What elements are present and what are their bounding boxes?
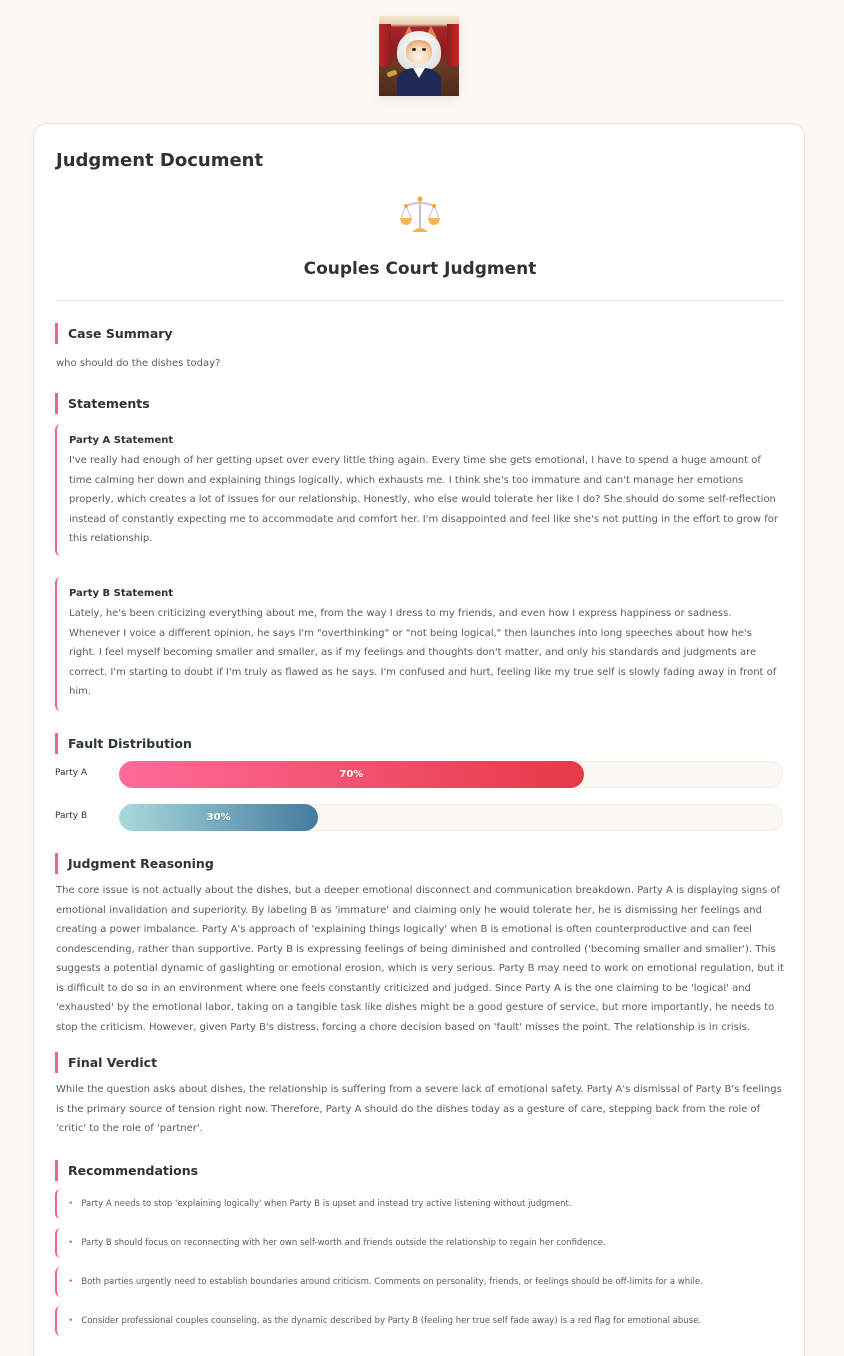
fault-track-party-a <box>119 761 783 788</box>
fault-percent-party-a: 70% <box>339 769 364 780</box>
curtain-right <box>447 24 459 66</box>
judgment-reasoning-heading: Judgment Reasoning <box>55 853 214 874</box>
recommendation-text: Consider professional couples counseling, as the dynamic described by Party B (feeling her true self fade away) is a red flag for emotional abuse. <box>81 1316 702 1326</box>
judgment-reasoning-text: The core issue is not actually about the dishes, but a deeper emotional disconnect and communication breakdown. Party A is displaying signs of emotional invalidation and superiority. By labeling B as 'immature' and claiming only he would tolerate her, he is dismissing her feelings and creating a power imbalance. Party A's approach of 'explaining things logically' when B is emotional is often counterproductive and can feel condescending, rather than supportive. Party B is expressing feelings of being diminished and controlled ('becoming smaller and smaller'). This suggests a potential dynamic of gaslighting or emotional erosion, which is very serious. Party B may need to work on emotional regulation, but it is difficult to do so in an environment where one feels constantly criticized and judged. Since Party A is the one claiming to be 'logical' and 'exhausted' by the emotional labor, taking on a tangible task like dishes might be a good gesture of service, but more importantly, he needs to stop the criticism. However, given Party B's distress, forcing a chore decision based on 'fault' misses the point. The relationship is in crisis. <box>56 885 784 1033</box>
balance-scale-icon <box>398 194 442 234</box>
recommendation-text: Party A needs to stop 'explaining logically' when Party B is upset and instead try active listening without judgment. <box>81 1199 572 1209</box>
party-a-statement <box>55 424 783 556</box>
bullet-icon: • <box>68 1277 74 1287</box>
bullet-icon: • <box>68 1199 74 1209</box>
case-summary-heading: Case Summary <box>55 323 173 344</box>
recommendation-text: Both parties urgently need to establish boundaries around criticism. Comments on personality, friends, or feelings should be off-limits for a while. <box>81 1277 703 1287</box>
fault-label-party-a: Party A <box>55 768 88 778</box>
recommendation-item <box>55 1189 783 1219</box>
recommendation-item <box>55 1306 783 1336</box>
judge-avatar-image <box>379 16 459 96</box>
fault-bar-party-a <box>119 761 584 788</box>
party-a-statement-title: Party A Statement <box>69 435 174 446</box>
bullet-icon: • <box>68 1316 74 1326</box>
recommendation-text: Party B should focus on reconnecting with her own self-worth and friends outside the relationship to regain her confidence. <box>81 1238 606 1248</box>
court-title: Couples Court Judgment <box>303 259 537 279</box>
fault-row-party-b <box>55 804 785 832</box>
final-verdict-heading: Final Verdict <box>55 1052 157 1073</box>
fault-bar-party-b <box>119 804 318 831</box>
judge-avatar <box>379 16 459 96</box>
recommendations-heading: Recommendations <box>55 1160 198 1181</box>
document-title: Judgment Document <box>56 150 264 171</box>
gavel-icon <box>386 69 397 77</box>
party-b-statement-text: Lately, he's been criticizing everything about me, from the way I dress to my friends, and even how I express happiness or sadness. Whenever I voice a different opinion, he says I'm "overthinking" or "not being logical," then launches into long speeches about how he's right. I feel myself becoming smaller and smaller, as if my feelings and thoughts don't matter, and only his standards and judgments are correct. I'm starting to doubt if I'm truly as flawed as he says. I'm confused and hurt, feeling like my true self is slowly fading away in front of him. <box>69 608 777 697</box>
party-b-statement-title: Party B Statement <box>69 588 174 599</box>
party-a-statement-text: I've really had enough of her getting upset over every little thing again. Every time she gets emotional, I have to spend a huge amount of time calming her down and explaining things logically, which exhausts me. I think she's too immature and can't manage her emotions properly, which creates a lot of issues for our relationship. Honestly, who else would tolerate her like I do? She should do some self-reflection instead of constantly expecting me to accommodate and comfort her. I'm disappointed and feel like she's not putting in the effort to grow for this relationship. <box>69 455 778 544</box>
header-divider <box>56 300 783 301</box>
dog-eye-left <box>412 48 416 51</box>
bullet-icon: • <box>68 1238 74 1248</box>
dog-eye-right <box>422 48 426 51</box>
judgment-card <box>33 123 805 1356</box>
case-summary-text: who should do the dishes today? <box>56 358 221 369</box>
final-verdict-text: While the question asks about dishes, the relationship is suffering from a severe lack of emotional safety. Party A's dismissal of Party B's feelings is the primary source of tension right now. Therefore, Party A should do the dishes today as a gesture of care, stepping back from the role of 'critic' to the role of 'partner'. <box>56 1084 782 1134</box>
recommendation-item <box>55 1267 783 1297</box>
party-b-statement <box>55 577 783 711</box>
dog-face <box>406 40 432 64</box>
recommendation-item <box>55 1228 783 1258</box>
curtain-left <box>379 24 391 66</box>
statements-heading: Statements <box>55 393 150 414</box>
fault-row-party-a <box>55 761 785 789</box>
fault-label-party-b: Party B <box>55 811 88 821</box>
fault-track-party-b <box>119 804 783 831</box>
fault-distribution-heading: Fault Distribution <box>55 733 192 754</box>
fault-percent-party-b: 30% <box>206 812 231 823</box>
